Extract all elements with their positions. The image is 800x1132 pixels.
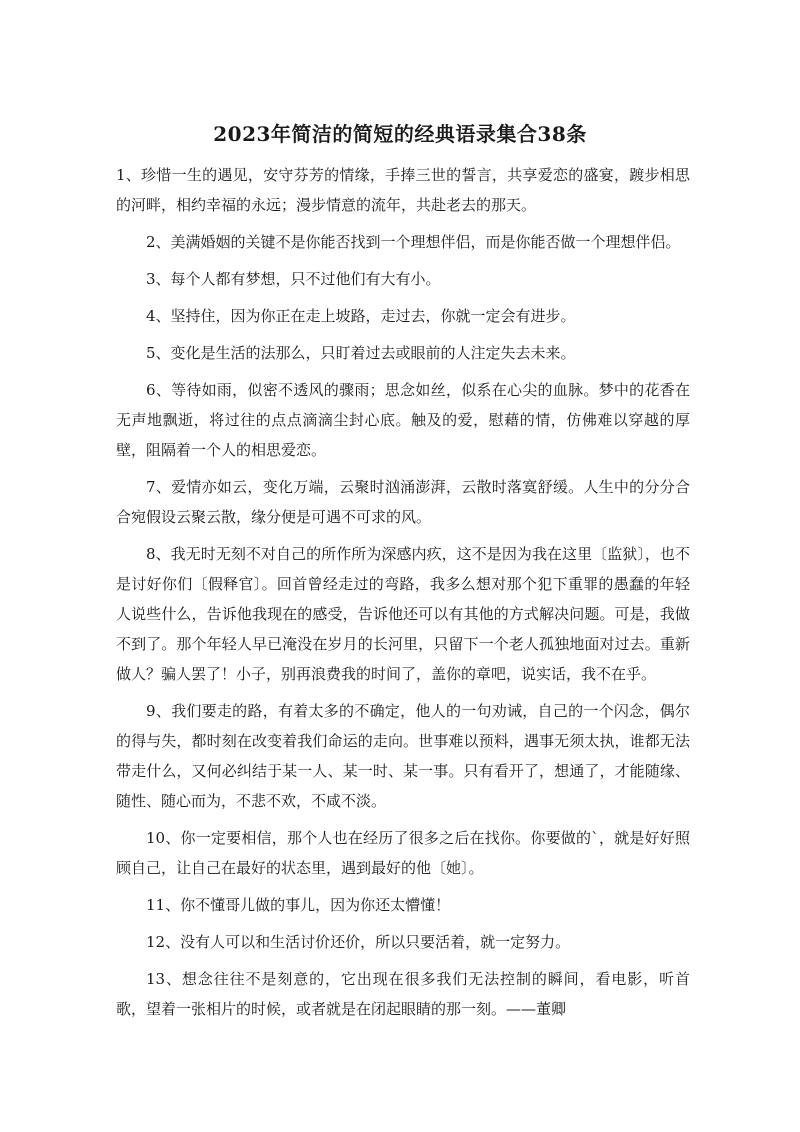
paragraph-11: 11、你不懂哥儿做的事儿，因为你还太懵懂！: [146, 896, 451, 914]
paragraph-3: 3、每个人都有梦想，只不过他们有大有小。: [146, 270, 441, 288]
paragraph-12: 12、没有人可以和生活讨价还价，所以只要活着，就一定努力。: [146, 933, 571, 951]
paragraph-4: 4、坚持住，因为你正在走上坡路，走过去，你就一定会有进步。: [146, 307, 576, 325]
paragraph-5: 5、变化是生活的法那么，只盯着过去或眼前的人注定失去未来。: [146, 344, 576, 362]
paragraph-13: 13、想念往往不是刻意的，它出现在很多我们无法控制的瞬间，看电影，听首歌，望着一张相片的时候，或者就是在闭起眼睛的那一刻。——董卿: [116, 970, 690, 1018]
paragraph-6: 6、等待如雨，似密不透风的骤雨；思念如丝，似系在心尖的血脉。梦中的花香在无声地飘逝，将过往的点点滴滴尘封心底。触及的爱，慰藉的情，仿佛难以穿越的厚壁，阻隔着一个人的相思爱恋。: [116, 381, 690, 459]
paragraph-9: 9、我们要走的路，有着太多的不确定，他人的一句劝诫，自己的一个闪念，偶尔的得与失，都时刻在改变着我们命运的走向。世事难以预料，遇事无须太执，谁都无法带走什么，又何必纠结于某一人、某一时、某一事。只有看开了，想通了，才能随缘、随性、随心而为，不悲不欢，不咸不淡。: [116, 702, 690, 810]
paragraph-8: 8、我无时无刻不对自己的所作所为深感内疚，这不是因为我在这里〔监狱〕，也不是讨好你们〔假释官〕。回首曾经走过的弯路，我多么想对那个犯下重罪的愚蠢的年轻人说些什么，告诉他我现在的感受，告诉他还可以有其他的方式解决问题。可是，我做不到了。那个年轻人早已淹没在岁月的长河里，只留下一个老人孤独地面对过去。重新做人？骗人罢了！小子，别再浪费我的时间了，盖你的章吧，说实话，我不在乎。: [116, 545, 690, 683]
paragraph-7: 7、爱情亦如云，变化万端，云聚时汹涌澎湃，云散时落寞舒缓。人生中的分分合合宛假设云聚云散，缘分便是可遇不可求的风。: [116, 478, 690, 526]
document-body: [116, 160, 690, 1031]
paragraph-10: 10、你一定要相信，那个人也在经历了很多之后在找你。你要做的`，就是好好照顾自己，让自己在最好的状态里，遇到最好的他〔她〕。: [116, 829, 690, 877]
paragraph-1: 1、珍惜一生的遇见，安守芬芳的情缘，手捧三世的誓言，共享爱恋的盛宴，踱步相思的河畔，相约幸福的永远；漫步情意的流年，共赴老去的那天。: [116, 166, 690, 214]
document-title: 2023年简洁的简短的经典语录集合38条: [213, 122, 587, 146]
paragraph-2: 2、美满婚姻的关键不是你能否找到一个理想伴侣，而是你能否做一个理想伴侣。: [146, 233, 681, 251]
